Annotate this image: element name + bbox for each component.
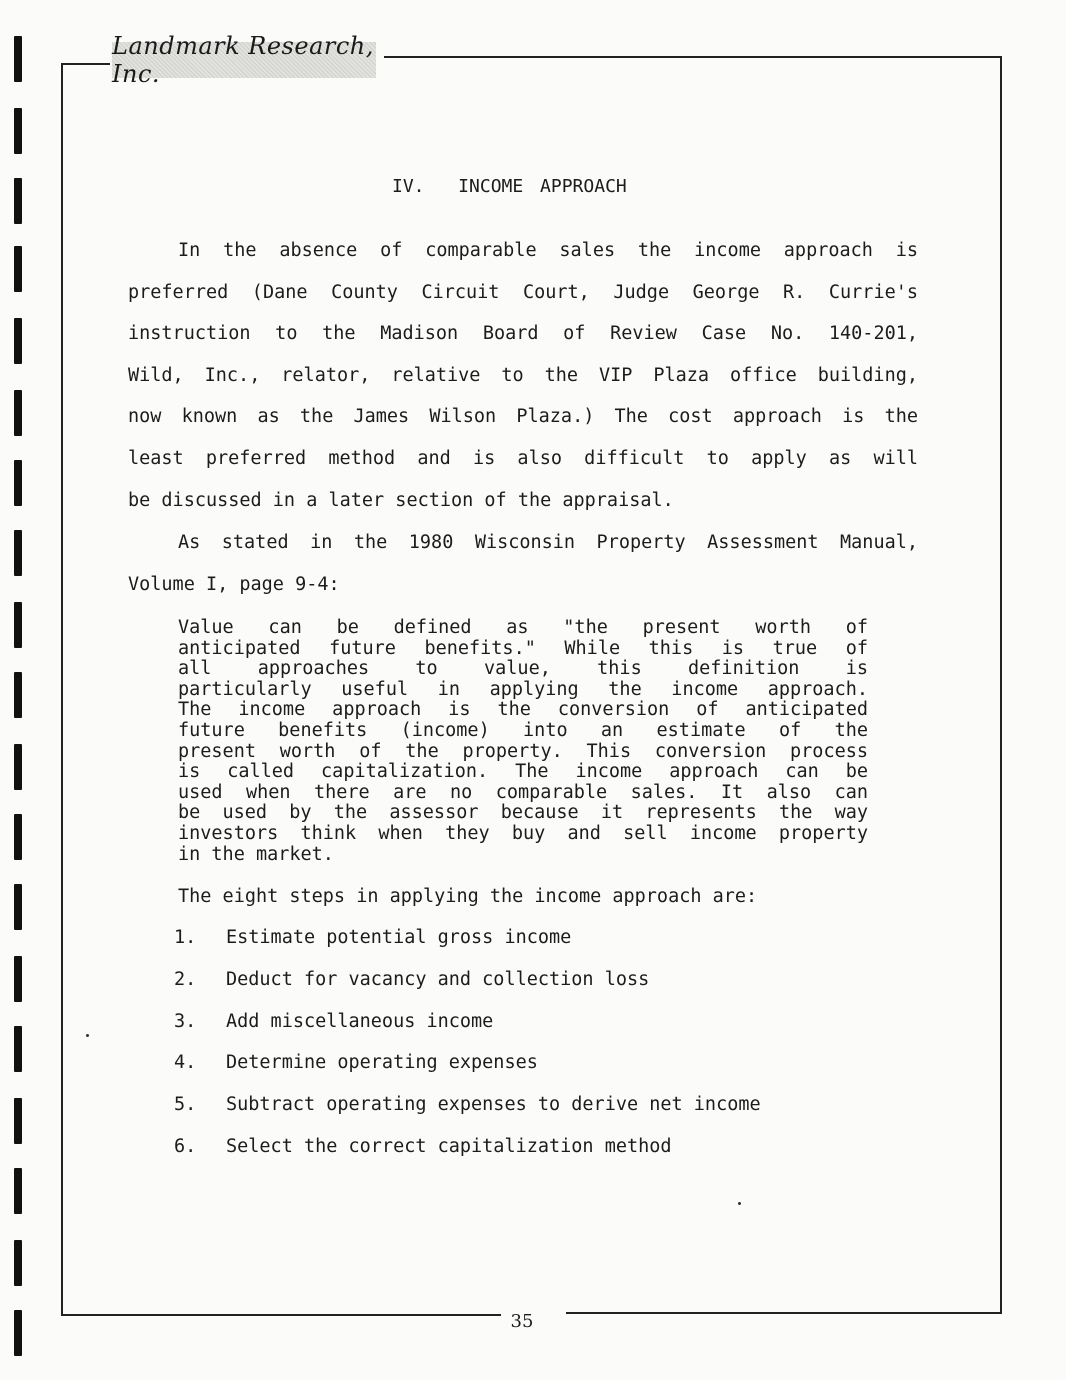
quote-line: used when there are no comparable sales. It also can: [178, 781, 868, 803]
step-number: 3.: [174, 1010, 197, 1032]
binding-holes: [14, 0, 28, 1380]
scan-speck: [738, 1202, 741, 1205]
text-line: now known as the James Wilson Plaza.) The cost approach is the: [128, 406, 918, 428]
list-item: [174, 1011, 761, 1053]
list-item: [174, 927, 761, 969]
text-line: As stated in the 1980 Wisconsin Property Assessment Manual,: [178, 532, 918, 553]
text-line: Wild, Inc., relator, relative to the VIP Plaza office building,: [128, 364, 918, 386]
quote-line: Value can be defined as "the present worth of: [178, 617, 868, 638]
step-text: Subtract operating expenses to derive net income: [226, 1094, 761, 1116]
quote-line: anticipated future benefits." While this is true of: [178, 637, 868, 659]
quote-line: particularly useful in applying the income approach.: [178, 678, 868, 700]
step-text: Select the correct capitalization method: [226, 1135, 672, 1157]
quote-line: is called capitalization. The income approach can be: [178, 761, 868, 783]
text-line: In the absence of comparable sales the income approach is: [178, 240, 918, 261]
company-logo: [112, 32, 376, 88]
section-title: IV. INCOME APPROACH: [392, 176, 627, 197]
list-item: [174, 1094, 761, 1136]
list-item: [174, 1052, 761, 1094]
quote-line: be used by the assessor because it represents the way: [178, 802, 868, 824]
quote-line: all approaches to value, this definition is: [178, 658, 868, 680]
text-line: least preferred method and is also difficult to apply as will: [128, 447, 918, 469]
page-number: 35: [510, 1311, 534, 1332]
text-line: Volume I, page 9-4:: [128, 573, 340, 595]
steps-intro: The eight steps in applying the income approach are:: [178, 886, 758, 907]
logo-text: Landmark Research, Inc.: [112, 32, 374, 88]
quote-line: future benefits (income) into an estimate of the: [178, 719, 868, 741]
step-number: 1.: [174, 927, 197, 948]
text-line: instruction to the Madison Board of Review Case No. 140-201,: [128, 323, 918, 345]
step-text: Deduct for vacancy and collection loss: [226, 968, 650, 990]
list-item: [174, 969, 761, 1011]
step-number: 2.: [174, 968, 197, 990]
step-text: Determine operating expenses: [226, 1052, 538, 1074]
quote-line: in the market.: [178, 843, 334, 865]
text-line: be discussed in a later section of the appraisal.: [128, 489, 674, 511]
step-text: Estimate potential gross income: [226, 927, 572, 948]
step-number: 4.: [174, 1052, 197, 1074]
quote-line: The income approach is the conversion of anticipated: [178, 699, 868, 721]
steps-list: [174, 927, 761, 1178]
list-item: [174, 1136, 761, 1178]
block-quote: [178, 618, 868, 865]
quote-line: present worth of the property. This conversion process: [178, 740, 868, 762]
paragraph-manual-reference: [128, 522, 918, 605]
step-text: Add miscellaneous income: [226, 1010, 494, 1032]
step-number: 5.: [174, 1094, 197, 1116]
text-line: preferred (Dane County Circuit Court, Judge George R. Currie's: [128, 281, 918, 303]
scan-speck: [86, 1034, 89, 1037]
quote-line: investors think when they buy and sell income property: [178, 822, 868, 844]
step-number: 6.: [174, 1135, 197, 1157]
paragraph-income-approach: [128, 230, 918, 521]
